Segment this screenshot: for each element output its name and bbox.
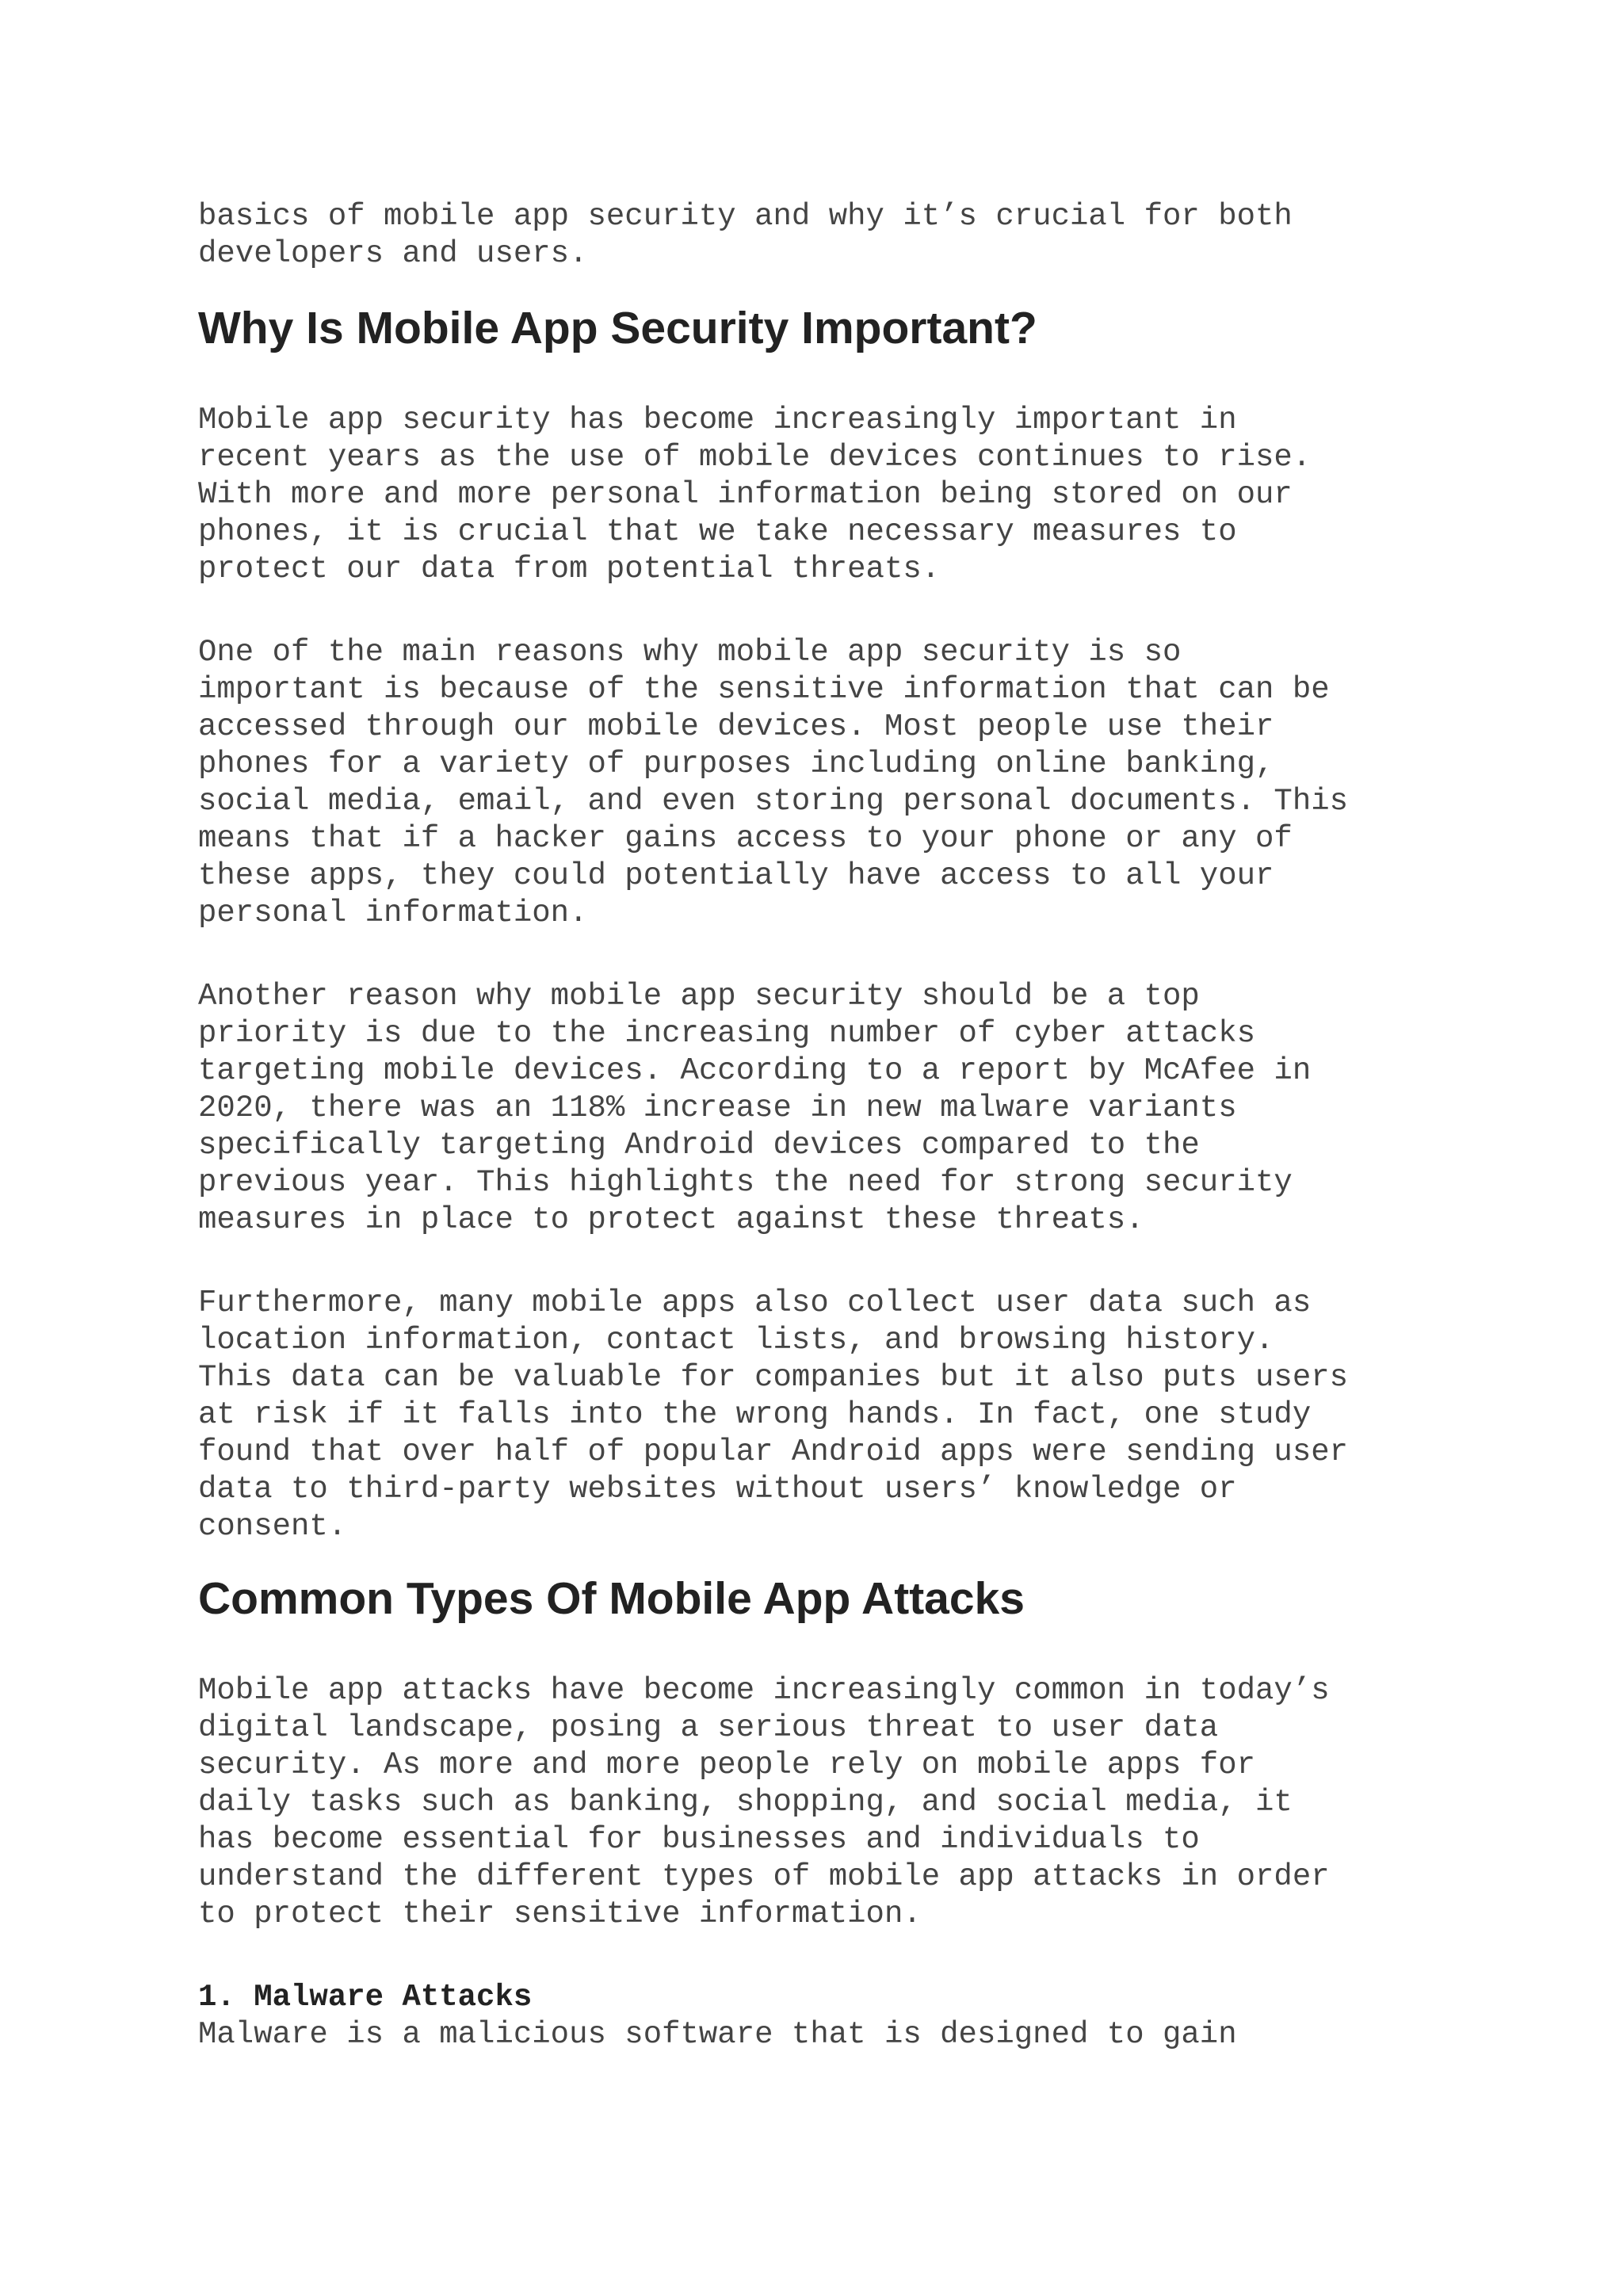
paragraph	[198, 978, 1482, 1239]
section-heading-common-attacks: Common Types Of Mobile App Attacks	[198, 1573, 1025, 1624]
text-line: specifically targeting Android devices compared to the	[198, 1128, 1200, 1163]
text-line: means that if a hacker gains access to your phone or any of	[198, 821, 1293, 856]
text-line: phones for a variety of purposes including online banking,	[198, 747, 1274, 781]
text-line: found that over half of popular Android apps were sending user	[198, 1435, 1349, 1469]
text-line: phones, it is crucial that we take necessary measures to	[198, 514, 1237, 549]
text-line: at risk if it falls into the wrong hands. In fact, one study	[198, 1397, 1312, 1432]
text-line: protect our data from potential threats.	[198, 552, 941, 586]
text-line: targeting mobile devices. According to a report by McAfee in	[198, 1053, 1312, 1088]
intro-paragraph	[198, 198, 1482, 273]
paragraph	[198, 2016, 1482, 2053]
document-page	[198, 198, 1482, 2053]
text-line: This data can be valuable for companies but it also puts users	[198, 1360, 1349, 1395]
text-line: developers and users.	[198, 236, 588, 271]
subheading-malware-attacks: 1. Malware Attacks	[198, 1980, 533, 2015]
text-line: accessed through our mobile devices. Most people use their	[198, 709, 1274, 744]
text-line: daily tasks such as banking, shopping, and social media, it	[198, 1785, 1293, 1820]
text-line: measures in place to protect against these threats.	[198, 1202, 1144, 1237]
paragraph	[198, 634, 1482, 932]
text-line: One of the main reasons why mobile app security is so	[198, 635, 1182, 670]
section-heading-why-important: Why Is Mobile App Security Important?	[198, 303, 1037, 353]
text-line: Another reason why mobile app security should be a top	[198, 979, 1200, 1014]
text-line: location information, contact lists, and browsing history.	[198, 1323, 1274, 1358]
paragraph	[198, 1672, 1482, 1933]
text-line: digital landscape, posing a serious threat to user data	[198, 1710, 1219, 1745]
text-line: these apps, they could potentially have access to all your	[198, 858, 1274, 893]
text-line: priority is due to the increasing number of cyber attacks	[198, 1016, 1256, 1051]
text-line: Malware is a malicious software that is designed to gain	[198, 2017, 1237, 2052]
text-line: Mobile app security has become increasingly important in	[198, 403, 1237, 437]
text-line: data to third-party websites without users’ knowledge or	[198, 1472, 1237, 1507]
text-line: 2020, there was an 118% increase in new malware variants	[198, 1091, 1237, 1125]
text-line: previous year. This highlights the need for strong security	[198, 1165, 1293, 1200]
text-line: Furthermore, many mobile apps also collect user data such as	[198, 1286, 1312, 1320]
text-line: important is because of the sensitive information that can be	[198, 672, 1330, 707]
text-line: has become essential for businesses and individuals to	[198, 1822, 1200, 1857]
text-line: With more and more personal information being stored on our	[198, 477, 1293, 512]
text-line: to protect their sensitive information.	[198, 1897, 922, 1931]
text-line: understand the different types of mobile app attacks in order	[198, 1859, 1330, 1894]
text-line: Mobile app attacks have become increasingly common in today’s	[198, 1673, 1330, 1708]
paragraph	[198, 402, 1482, 588]
paragraph	[198, 1285, 1482, 1545]
text-line: recent years as the use of mobile devices continues to rise.	[198, 440, 1312, 475]
text-line: social media, email, and even storing personal documents. This	[198, 784, 1349, 819]
text-line: personal information.	[198, 896, 588, 930]
text-line: security. As more and more people rely on mobile apps for	[198, 1748, 1256, 1782]
text-line: consent.	[198, 1509, 347, 1544]
text-line: basics of mobile app security and why it’s crucial for both	[198, 199, 1293, 234]
